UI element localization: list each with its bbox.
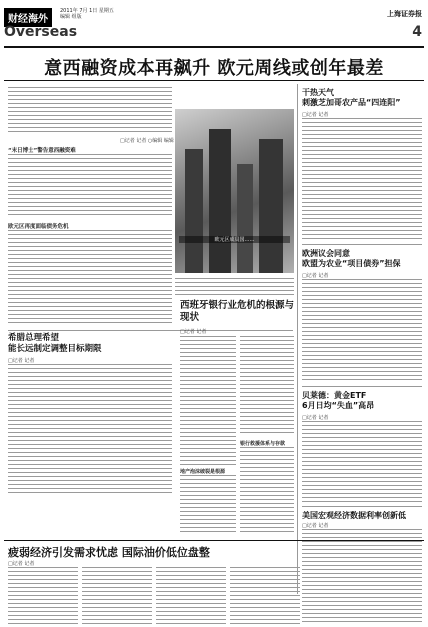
- side-subhead: “末日博士”警告意西融资难: [8, 148, 76, 154]
- headline-rule: [4, 80, 424, 81]
- spain-body-text-col2b: [240, 447, 294, 535]
- divider: [302, 386, 422, 387]
- greece-body-text: [8, 364, 172, 494]
- lead-byline: □记者 记者 ○编辑 编辑: [120, 138, 174, 144]
- spain-body-text-col2: [240, 336, 294, 436]
- right-byline-3: □记者 记者: [302, 415, 329, 421]
- greece-byline: □记者 记者: [8, 358, 35, 364]
- greece-headline: 希腊总理希望 能长远制定调整目标期限: [8, 333, 102, 354]
- section-label-en: Overseas: [4, 24, 78, 40]
- main-headline: 意西融资成本再飙升 欧元周线或创年最差: [44, 58, 384, 79]
- side-body-text-1: [8, 154, 172, 218]
- spain-subhead-1: 地产泡沫破裂是根源: [180, 469, 226, 475]
- page-number: 4: [412, 24, 422, 40]
- right-byline-4: □记者 记者: [302, 523, 329, 529]
- page-header: [4, 5, 424, 45]
- side-body-text-2: [8, 230, 172, 325]
- photo-credit-text: [175, 278, 294, 296]
- spain-headline: 西班牙银行业危机的根源与现状: [180, 300, 295, 323]
- lead-photo: [175, 109, 294, 273]
- right-body-2: [302, 279, 422, 382]
- issue-info: 2011年 7月 1日 星期五 编辑 组版: [60, 8, 114, 20]
- divider: [302, 506, 422, 507]
- right-byline-1: □记者 记者: [302, 112, 329, 118]
- spain-subhead-2: 银行救援体系与存款: [240, 441, 286, 447]
- divider: [8, 330, 293, 331]
- section-label-cn: 财经海外: [4, 8, 52, 27]
- bottom-body-col2: [82, 567, 152, 624]
- photo-caption: 欧元区成员国……: [179, 236, 290, 243]
- side-subhead-2: 欧元区再度面临债务危机: [8, 224, 69, 230]
- divider: [302, 244, 422, 245]
- right-body-3: [302, 421, 422, 502]
- spain-body-text-col1b: [180, 475, 236, 535]
- header-rule: [4, 46, 424, 48]
- bottom-body-col3: [156, 567, 226, 624]
- right-headline-2: 欧洲议会同意 欧盟为农业“项目债券”担保: [302, 249, 401, 268]
- spain-body-text-col1: [180, 336, 236, 466]
- right-headline-3: 贝莱德：黄金ETF 6月日均“失血”高昂: [302, 391, 375, 410]
- right-headline-4: 美国宏观经济数据利率创新低: [302, 511, 406, 520]
- right-byline-2: □记者 记者: [302, 273, 329, 279]
- lead-body-text: [8, 87, 172, 134]
- bottom-body-col4: [230, 567, 300, 624]
- bottom-headline: 疲弱经济引发需求忧虑 国际油价低位盘整: [8, 546, 210, 559]
- newspaper-logo: 上海证券报: [387, 9, 422, 18]
- right-body-4: [302, 529, 422, 622]
- bottom-byline: □记者 记者: [8, 561, 35, 567]
- spain-byline: □记者 记者: [180, 329, 207, 335]
- right-headline-1: 干热天气 刺激芝加哥农产品“四连阳”: [302, 88, 401, 107]
- column-divider: [297, 84, 298, 594]
- bottom-body-col1: [8, 567, 78, 624]
- right-body-1: [302, 118, 422, 240]
